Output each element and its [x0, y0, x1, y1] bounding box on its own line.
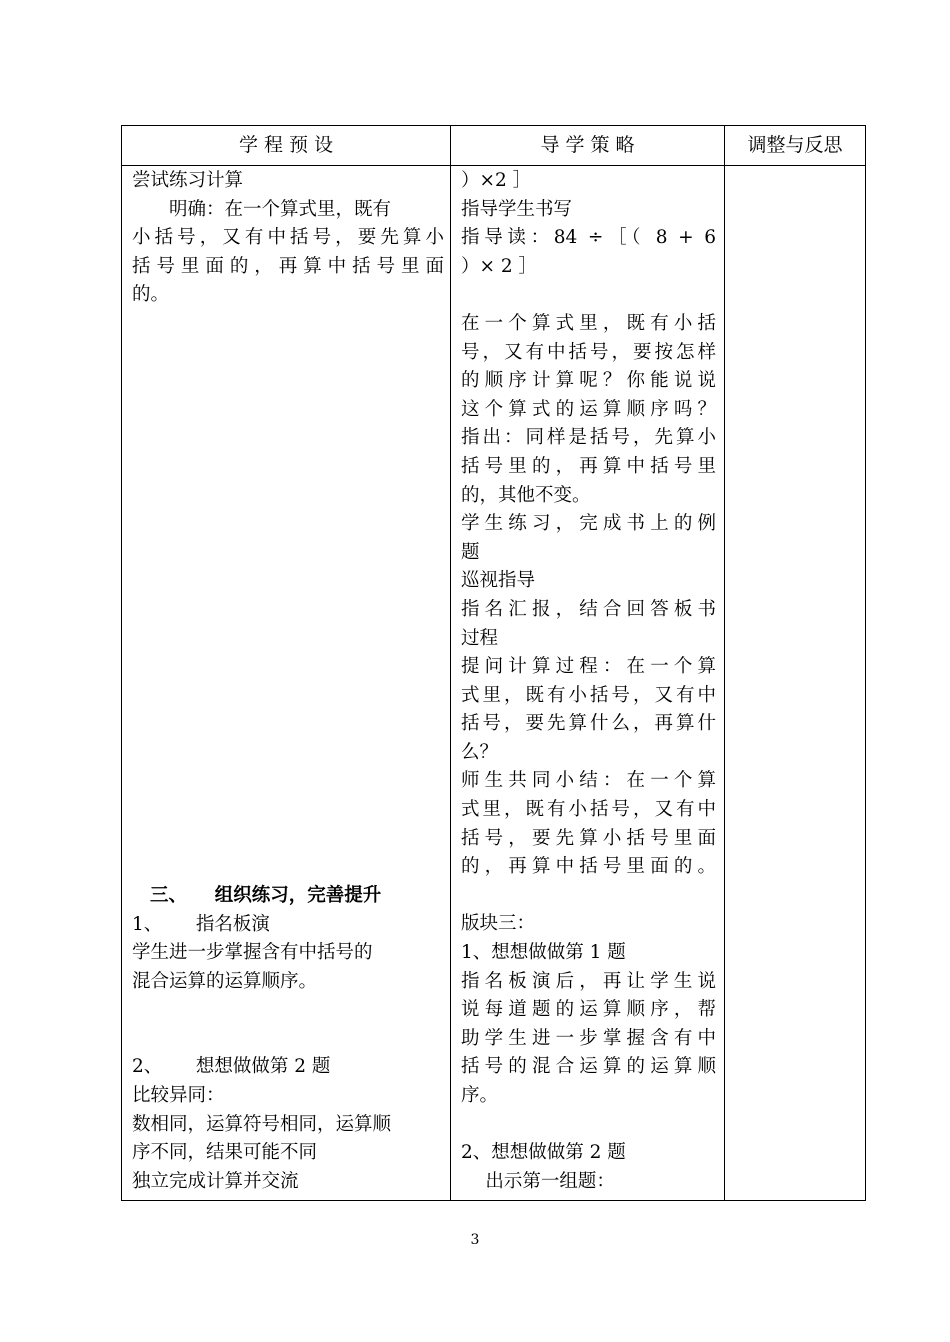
text-line: 明确：在一个算式里，既有 — [132, 198, 392, 220]
header-guidance-strategy: 导 学 策 略 — [540, 134, 635, 156]
text-line: 说每道题的运算顺序，帮 — [461, 999, 716, 1021]
text-line: 版块三： — [461, 913, 536, 935]
text-line: 括号里的，再算中括号里 — [461, 455, 716, 477]
text-line: 的，其他不变。 — [461, 484, 591, 506]
column-divider — [450, 126, 451, 1200]
text-line: 括号的混合运算的运算顺 — [461, 1056, 716, 1078]
text-line: 在一个算式里，既有小括 — [461, 312, 716, 334]
text-line: 独立完成计算并交流 — [132, 1170, 299, 1192]
learning-process-cell — [132, 167, 444, 1196]
text-line: 指名汇报，结合回答板书 — [461, 598, 716, 620]
section-heading: 三、 组织练习，完善提升 — [150, 884, 382, 906]
page-number: 3 — [470, 1232, 480, 1248]
text-line: ）× 2 ］ — [461, 255, 538, 277]
header-divider — [122, 165, 865, 166]
text-line: 2、 想想做做第 2 题 — [132, 1056, 331, 1078]
text-line: 混合运算的运算顺序。 — [132, 970, 318, 992]
column-divider — [724, 126, 725, 1200]
guidance-strategy-cell — [461, 167, 716, 1196]
lesson-plan-table — [121, 125, 866, 1201]
text-line: 过程 — [461, 627, 499, 649]
text-line: 指导读：84 ÷［（ 8 + 6 — [461, 227, 716, 249]
text-line: 助学生进一步掌握含有中 — [461, 1027, 716, 1049]
text-line: 1、想想做做第 1 题 — [461, 942, 626, 964]
text-line: 式里，既有小括号，又有中 — [461, 684, 716, 706]
text-line: 比较异同： — [132, 1084, 225, 1106]
text-line: ）×2 ］ — [461, 170, 532, 191]
text-line: 师生共同小结：在一个算 — [461, 770, 716, 792]
text-line: 的顺序计算呢？你能说说 — [461, 370, 716, 392]
text-line: 学生练习，完成书上的例 — [461, 513, 716, 535]
text-line: 括号，要先算小括号里面 — [461, 827, 716, 849]
text-line: 序。 — [461, 1085, 499, 1106]
text-line: 数相同，运算符号相同，运算顺 — [132, 1113, 392, 1135]
header-learning-process: 学 程 预 设 — [238, 134, 334, 156]
text-line: 巡视指导 — [461, 570, 536, 592]
text-line: 学生进一步掌握含有中括号的 — [132, 942, 373, 964]
text-line: 括号里面的，再算中括号里面 — [132, 255, 444, 277]
text-line: 指导学生书写 — [461, 198, 573, 220]
text-line: 尝试练习计算 — [132, 170, 244, 191]
text-line: 么？ — [461, 741, 499, 763]
text-line: 号，又有中括号，要按怎样 — [461, 341, 716, 363]
text-line: 出示第一组题： — [461, 1170, 615, 1192]
text-line: 指名板演后，再让学生说 — [461, 970, 716, 992]
text-line: 括号，要先算什么，再算什 — [461, 713, 716, 735]
text-line: 的。 — [132, 284, 170, 306]
text-line: 小括号，又有中括号，要先算小 — [132, 227, 444, 249]
text-line: 这个算式的运算顺序吗？ — [461, 398, 716, 420]
text-line: 序不同，结果可能不同 — [132, 1142, 318, 1164]
header-adjustment-reflection: 调整与反思 — [747, 134, 843, 156]
text-line: 式里，既有小括号，又有中 — [461, 799, 716, 821]
text-line: 2、想想做做第 2 题 — [461, 1142, 626, 1164]
text-line: 的，再算中括号里面的。 — [461, 856, 716, 878]
text-line: 1、 指名板演 — [132, 913, 270, 935]
text-line: 题 — [461, 541, 480, 563]
text-line: 提问计算过程：在一个算 — [461, 656, 716, 678]
text-line: 指出：同样是括号，先算小 — [461, 427, 716, 449]
